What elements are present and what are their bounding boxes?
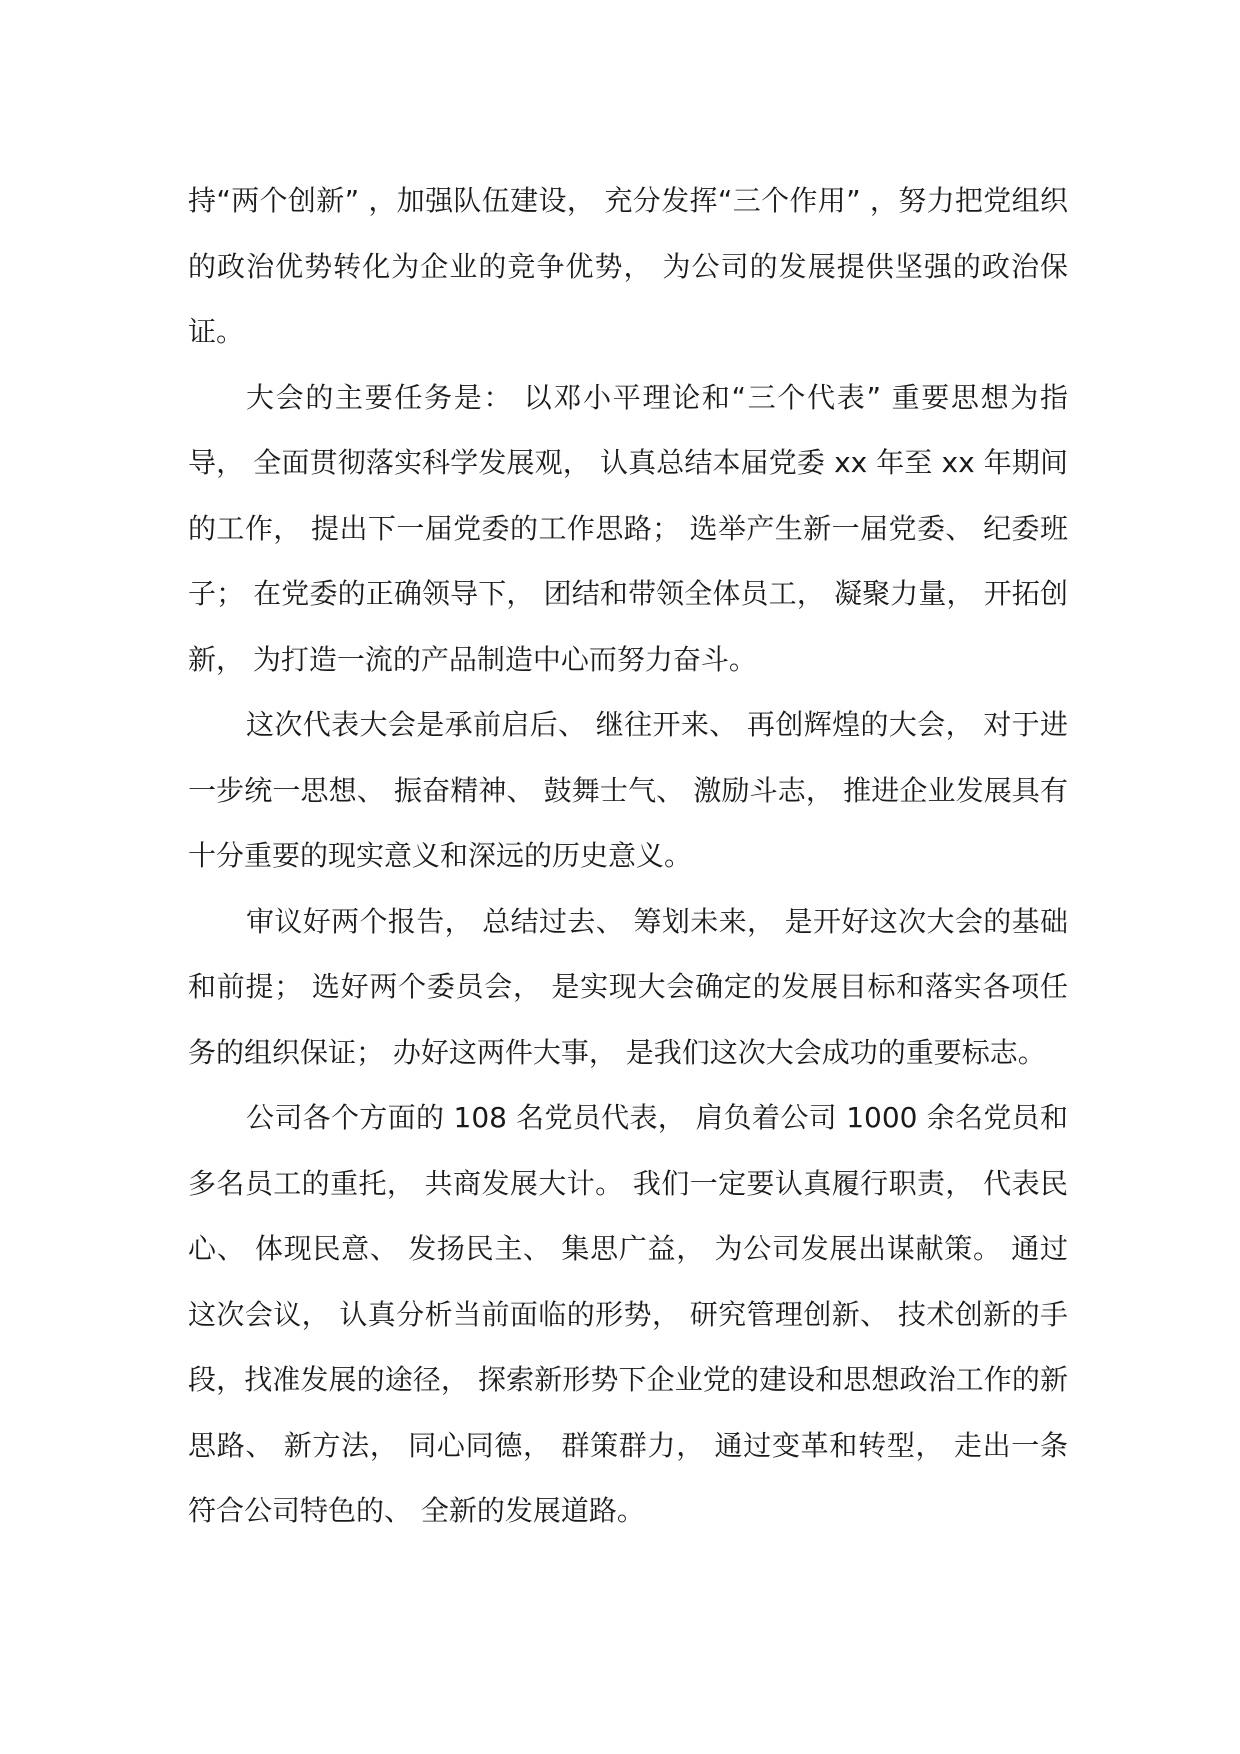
paragraph-5: 公司各个方面的 108 名党员代表， 肩负着公司 1000 余名党员和多名员工的重托， 共商发展大计。 我们一定要认真履行职责， 代表民心、 体现民意、 发扬民主、 集思广益， 为公司发展出谋献策。 通过这次会议， 认真分析当前面临的形势， 研究管理创新、 技术创新的手段，找准发展的途径， 探索新形势下企业党的建设和思想政治工作的新思路、 新方法， 同心同德， 群策群力， 通过变革和转型， 走出一条符合公司特色的、 全新的发展道路。 [188,1101,1068,1527]
paragraph-2: 大会的主要任务是： 以邓小平理论和“三个代表” 重要思想为指导， 全面贯彻落实科学发展观， 认真总结本届党委 xx 年至 xx 年期间的工作， 提出下一届党委的工作思路； 选举产生新一届党委、 纪委班子； 在党委的正确领导下， 团结和带领全体员工， 凝聚力量， 开拓创新， 为打造一流的产品制造中心而努力奋斗。 [188,380,1068,676]
paragraph-1: 持“两个创新” ，加强队伍建设， 充分发挥“三个作用” ，努力把党组织的政治优势转化为企业的竞争优势， 为公司的发展提供坚强的政治保证。 [188,184,1068,348]
paragraph-4: 审议好两个报告， 总结过去、 筹划未来， 是开好这次大会的基础和前提； 选好两个委员会， 是实现大会确定的发展目标和落实各项任务的组织保证； 办好这两件大事， 是我们这次大会成功的重要标志。 [188,904,1068,1069]
document-body [188,168,1068,1544]
paragraph-3: 这次代表大会是承前启后、 继往开来、 再创辉煌的大会， 对于进一步统一思想、 振奋精神、 鼓舞士气、 激励斗志， 推进企业发展具有十分重要的现实意义和深远的历史意义。 [188,708,1068,872]
